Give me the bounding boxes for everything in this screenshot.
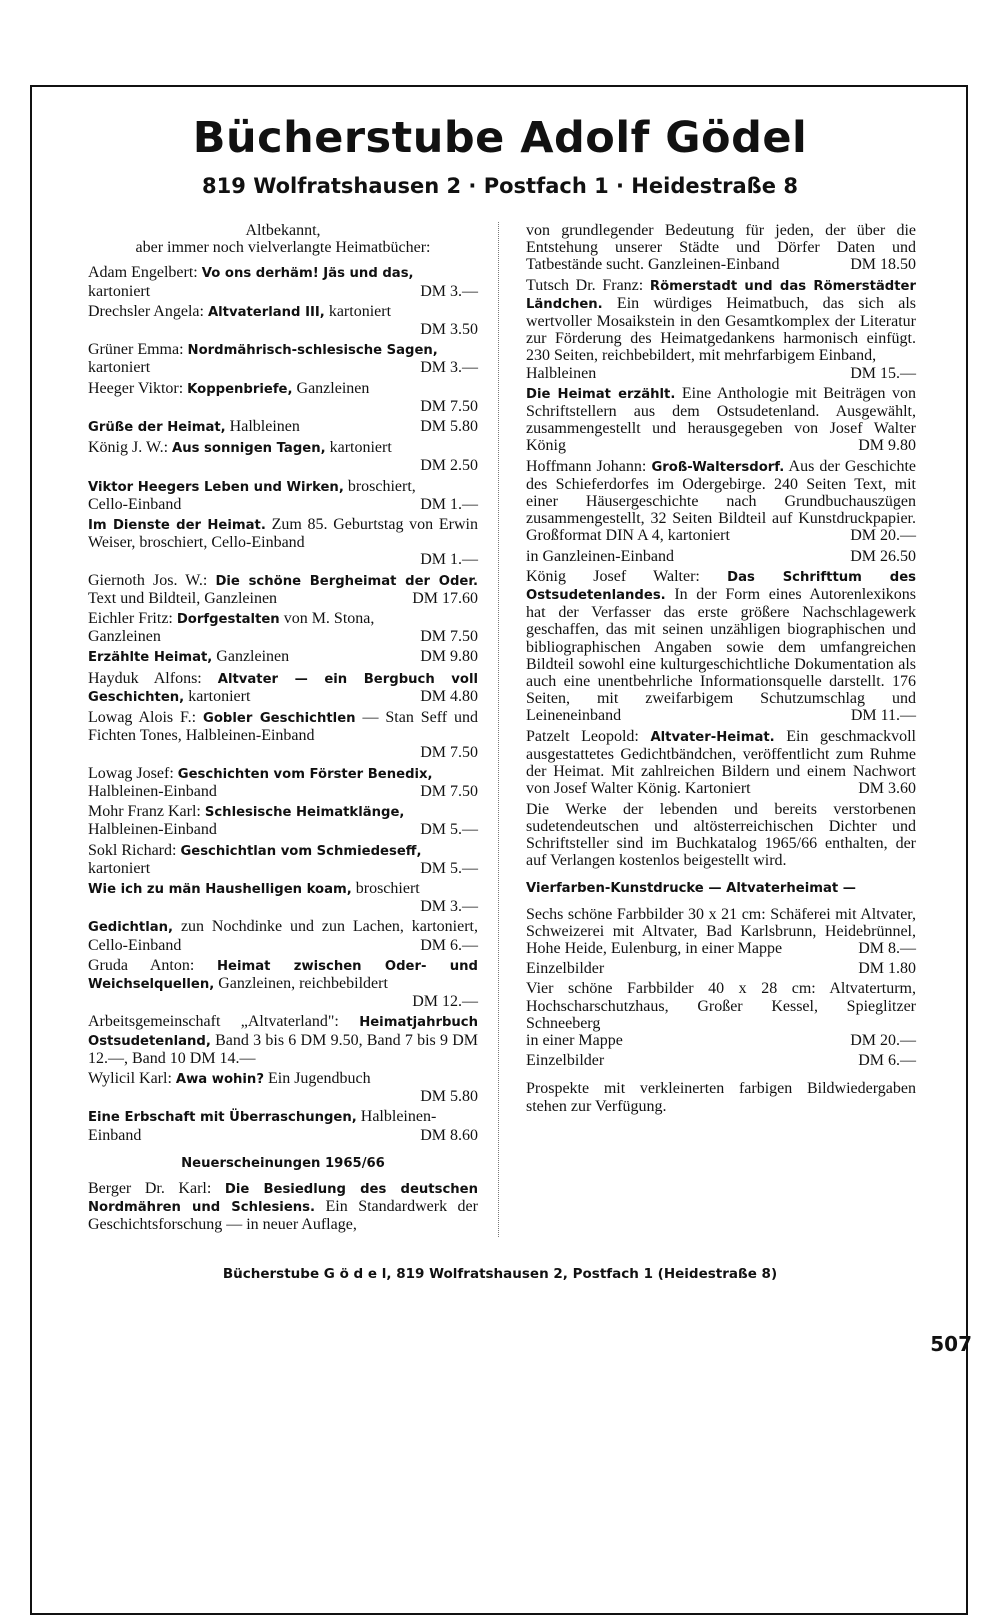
book-entry: Mohr Franz Karl: Schlesische Heimatklänge, Halbleinen-Einband DM 5.— bbox=[88, 803, 478, 839]
print-offer: Einzelbilder DM 1.80 bbox=[526, 960, 916, 978]
prospectus-note: Prospekte mit verkleinerten farbigen Bildwiedergaben stehen zur Verfügung. bbox=[526, 1080, 916, 1115]
section-heading: Neuerscheinungen 1965/66 bbox=[181, 1155, 385, 1171]
book-entry: Eichler Fritz: Dorfgestalten von M. Stona, Ganzleinen DM 7.50 bbox=[88, 610, 478, 646]
book-entry: Hayduk Alfons: Altvater — ein Bergbuch voll Geschichten, kartoniert DM 4.80 bbox=[88, 669, 478, 705]
book-entry: Hoffmann Johann: Groß-Waltersdorf. Aus der Geschichte des Schieferdorfes im Odergebirge. 240 Seiten Text, mit einer Häusergeschichte nach Grundbuchauszügen zusammengestellt, 32 Seiten Bildteil auf Kunstdruckpapier. Großformat DIN A 4, kartoniert DM 20.— bbox=[526, 457, 917, 545]
right-column bbox=[526, 222, 916, 1118]
book-entry: Grüße der Heimat, Halbleinen DM 5.80 bbox=[88, 418, 478, 436]
book-entry: Lowag Josef: Geschichten vom Förster Benedix, Halbleinen-Einband DM 7.50 bbox=[88, 764, 478, 800]
ad-footer: Bücherstube G ö d e l, 819 Wolfratshausen 2, Postfach 1 (Heidestraße 8) bbox=[222, 1266, 778, 1282]
ad-title: Bücherstube Adolf Gödel bbox=[192, 113, 808, 163]
book-entry: Grüner Emma: Nordmährisch-schlesische Sagen, kartoniert DM 3.— bbox=[88, 341, 478, 377]
book-entry: Sokl Richard: Geschichtlan vom Schmiedeseff, kartoniert DM 5.— bbox=[88, 841, 478, 877]
book-entry: König J. W.: Aus sonnigen Tagen, kartoniert DM 2.50 bbox=[88, 439, 478, 475]
ad-address: 819 Wolfratshausen 2 · Postfach 1 · Heidestraße 8 bbox=[202, 174, 798, 198]
print-offer: Einzelbilder DM 6.— bbox=[526, 1052, 916, 1070]
section-heading: Vierfarben-Kunstdrucke — Altvaterheimat — bbox=[526, 881, 856, 897]
intro-line: Altbekannt, bbox=[245, 222, 321, 239]
book-entry: Tutsch Dr. Franz: Römerstadt und das Römerstädter Ländchen. Ein würdiges Heimatbuch, das sich als wertvoller Mosaikstein in den Gesamtkomplex der Literatur zur Förderung des Heimatgedankens harmonisch einfügt. 230 Seiten, reichbebildert, mit mehrfarbigem Einband, Halbleinen DM 15.— bbox=[526, 276, 917, 382]
book-entry: in Ganzleinen-Einband DM 26.50 bbox=[526, 547, 916, 565]
book-entry: Wylicil Karl: Awa wohin? Ein Jugendbuch DM 5.80 bbox=[88, 1069, 478, 1106]
book-entry: Drechsler Angela: Altvaterland III, kartoniert DM 3.50 bbox=[88, 302, 478, 339]
book-entry: Adam Engelbert: Vo ons derhäm! Jäs und das, kartoniert DM 3.— bbox=[88, 264, 478, 300]
book-entry: Die Heimat erzählt. Eine Anthologie mit Beiträgen von Schriftstellern aus dem Ostsudetenland. Ausgewählt, zusammengestellt und herausgegeben von Josef Walter König DM 9.80 bbox=[526, 384, 916, 455]
book-entry: Gruda Anton: Heimat zwischen Oder- und Weichselquellen, Ganzleinen, reichbebildert DM 12.— bbox=[88, 956, 478, 1011]
left-column bbox=[88, 222, 478, 1237]
book-entry: Im Dienste der Heimat. Zum 85. Geburtstag von Erwin Weiser, broschiert, Cello-Einband DM 1.— bbox=[88, 516, 478, 569]
book-entry: Berger Dr. Karl: Die Besiedlung des deutschen Nordmähren und Schlesiens. Ein Standardwerk der Geschichtsforschung — in neuer Auflage, bbox=[88, 1179, 478, 1234]
book-entry: Arbeitsgemeinschaft „Altvaterland": Heimatjahrbuch Ostsudetenland, Band 3 bis 6 DM 9.50, Band 7 bis 9 DM 12.—, Band 10 DM 14.— bbox=[88, 1013, 478, 1067]
print-offer: Sechs schöne Farbbilder 30 x 21 cm: Schäferei mit Altvater, Schweizerei mit Altvater, Bad Karlsbrunn, Heidebrünnel, Hohe Heide, Eulenburg, in einer Mappe DM 8.— bbox=[526, 905, 916, 957]
book-entry: von grundlegender Bedeutung für jeden, der über die Entstehung unserer Städte und Dörfer Daten und Tatbestände sucht. Ganzleinen-Einband DM 18.50 bbox=[526, 222, 916, 274]
book-entry: Viktor Heegers Leben und Wirken, broschiert, Cello-Einband DM 1.— bbox=[88, 477, 478, 513]
book-entry: Erzählte Heimat, Ganzleinen DM 9.80 bbox=[88, 648, 478, 666]
catalog-note: Die Werke der lebenden und bereits verstorbenen sudetendeutschen und altösterreichischen Dichter und Schriftsteller sind im Buchkatalog 1965/66 enthalten, der auf Verlangen kostenlos beigestellt wird. bbox=[526, 800, 916, 870]
column-divider bbox=[498, 222, 499, 1237]
print-offer: Vier schöne Farbbilder 40 x 28 cm: Altvaterturm, Hochscharschutzhaus, Großer Kessel, Spieglitzer Schneeberg in einer Mappe DM 20.— bbox=[526, 980, 916, 1049]
intro-line: aber immer noch vielverlangte Heimatbücher: bbox=[135, 239, 431, 257]
book-entry: König Josef Walter: Das Schrifttum des Ostsudetenlandes. In der Form eines Autorenlexikons hat der Verfasser das erste größere Nachschlagewerk geschaffen, das mit seinen unzähligen biographischen und bibliographischen Angaben sowie dem umfangreichen Bildteil sowohl eine kulturgeschichtliche Dokumentation als auch eine unentbehrliche Informationsquelle darstellt. 176 Seiten, mit zweifarbigem Schutzumschlag und Leineneinband DM 11.— bbox=[526, 567, 916, 725]
book-entry: Giernoth Jos. W.: Die schöne Bergheimat der Oder. Text und Bildteil, Ganzleinen DM 17.60 bbox=[88, 571, 478, 607]
book-entry: Eine Erbschaft mit Überraschungen, Halbleinen- Einband DM 8.60 bbox=[88, 1108, 478, 1144]
book-entry: Gedichtlan, zun Nochdinke und zun Lachen, kartoniert, Cello-Einband DM 6.— bbox=[88, 918, 478, 954]
book-entry: Wie ich zu män Haushelligen koam, broschiert DM 3.— bbox=[88, 879, 478, 916]
book-entry: Heeger Viktor: Koppenbriefe, Ganzleinen DM 7.50 bbox=[88, 379, 478, 415]
book-entry: Lowag Alois F.: Gobler Geschichtlen — Stan Seff und Fichten Tones, Halbleinen-Einband DM 7.50 bbox=[88, 709, 479, 762]
page-number: 507 bbox=[930, 1332, 972, 1356]
book-entry: Patzelt Leopold: Altvater-Heimat. Ein geschmackvoll ausgestattetes Gedichtbändchen, veröffentlicht zum Ruhme der Heimat. Mit zahlreichen Bildern und einem Nachwort von Josef Walter König. Kartoniert DM 3.60 bbox=[526, 727, 916, 798]
